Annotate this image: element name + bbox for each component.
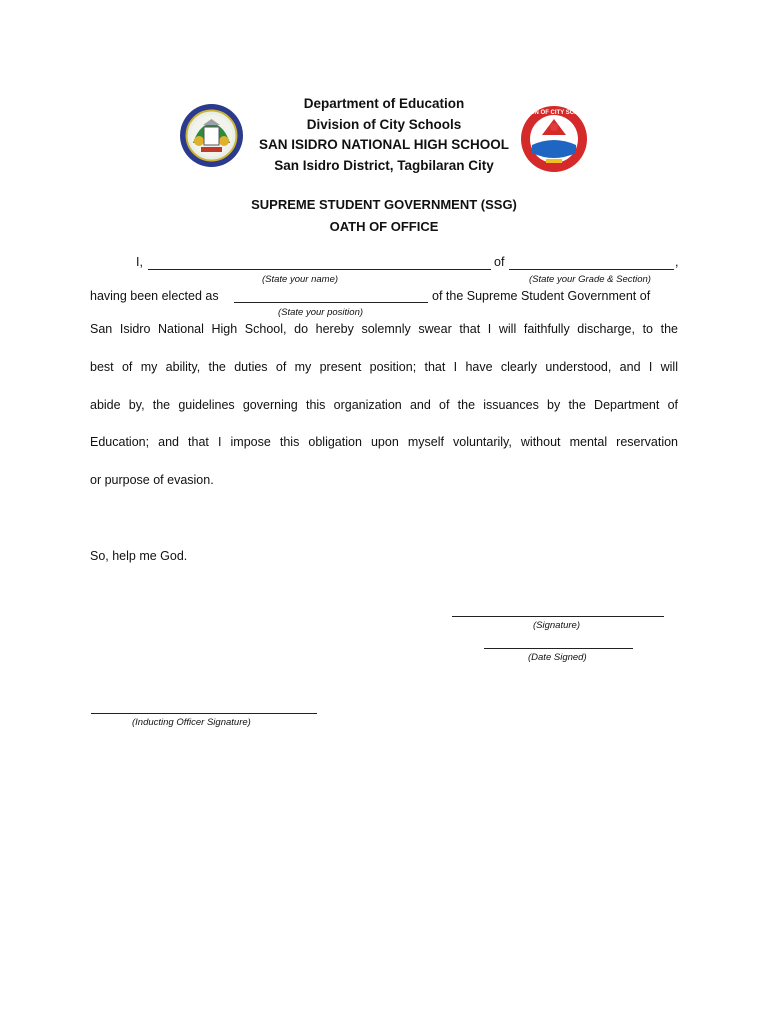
district-heading: San Isidro District, Tagbilaran City — [274, 157, 494, 173]
oath-body-line: best of my ability, the duties of my present position; that I have clearly understood, and I will — [90, 359, 678, 374]
oath-body-line: San Isidro National High School, do hereby solemnly swear that I will faithfully discharge, to the — [90, 322, 678, 336]
date-caption: (Date Signed) — [528, 652, 587, 663]
elected-prefix: having been elected as — [90, 289, 219, 303]
oath-body-line: abide by, the guidelines governing this organization and of the issuances by the Department of — [90, 397, 678, 412]
name-caption: (State your name) — [262, 274, 339, 285]
division-heading: Division of City Schools — [306, 116, 462, 132]
inducting-officer-line[interactable] — [91, 713, 317, 714]
grade-caption: (State your Grade & Section) — [529, 274, 651, 285]
document-title: SUPREME STUDENT GOVERNMENT (SSG) — [251, 197, 517, 212]
of-word: of — [494, 255, 505, 269]
position-field[interactable] — [234, 302, 428, 303]
svg-text:DIVISION OF CITY SCHOOLS: DIVISION OF CITY SCHOOLS — [512, 110, 596, 116]
comma: , — [675, 255, 679, 269]
date-signed-line[interactable] — [484, 648, 633, 649]
signature-caption: (Signature) — [533, 620, 580, 631]
grade-section-field[interactable] — [509, 269, 674, 270]
oath-opening: I, — [136, 255, 143, 269]
inducting-caption: (Inducting Officer Signature) — [132, 717, 251, 728]
position-caption: (State your position) — [278, 307, 364, 318]
oath-body-line: or purpose of evasion. — [90, 473, 214, 488]
document-subtitle: OATH OF OFFICE — [329, 219, 439, 234]
name-field[interactable] — [148, 269, 491, 270]
dept-heading: Department of Education — [303, 96, 465, 111]
closing-text: So, help me God. — [90, 549, 188, 563]
signature-line[interactable] — [452, 616, 664, 617]
elected-suffix: of the Supreme Student Government of — [432, 289, 651, 303]
oath-body-line: Education; and that I impose this obligation upon myself voluntarily, without mental reservation — [90, 435, 678, 450]
oath-body — [90, 311, 678, 500]
school-heading: SAN ISIDRO NATIONAL HIGH SCHOOL — [258, 137, 509, 152]
